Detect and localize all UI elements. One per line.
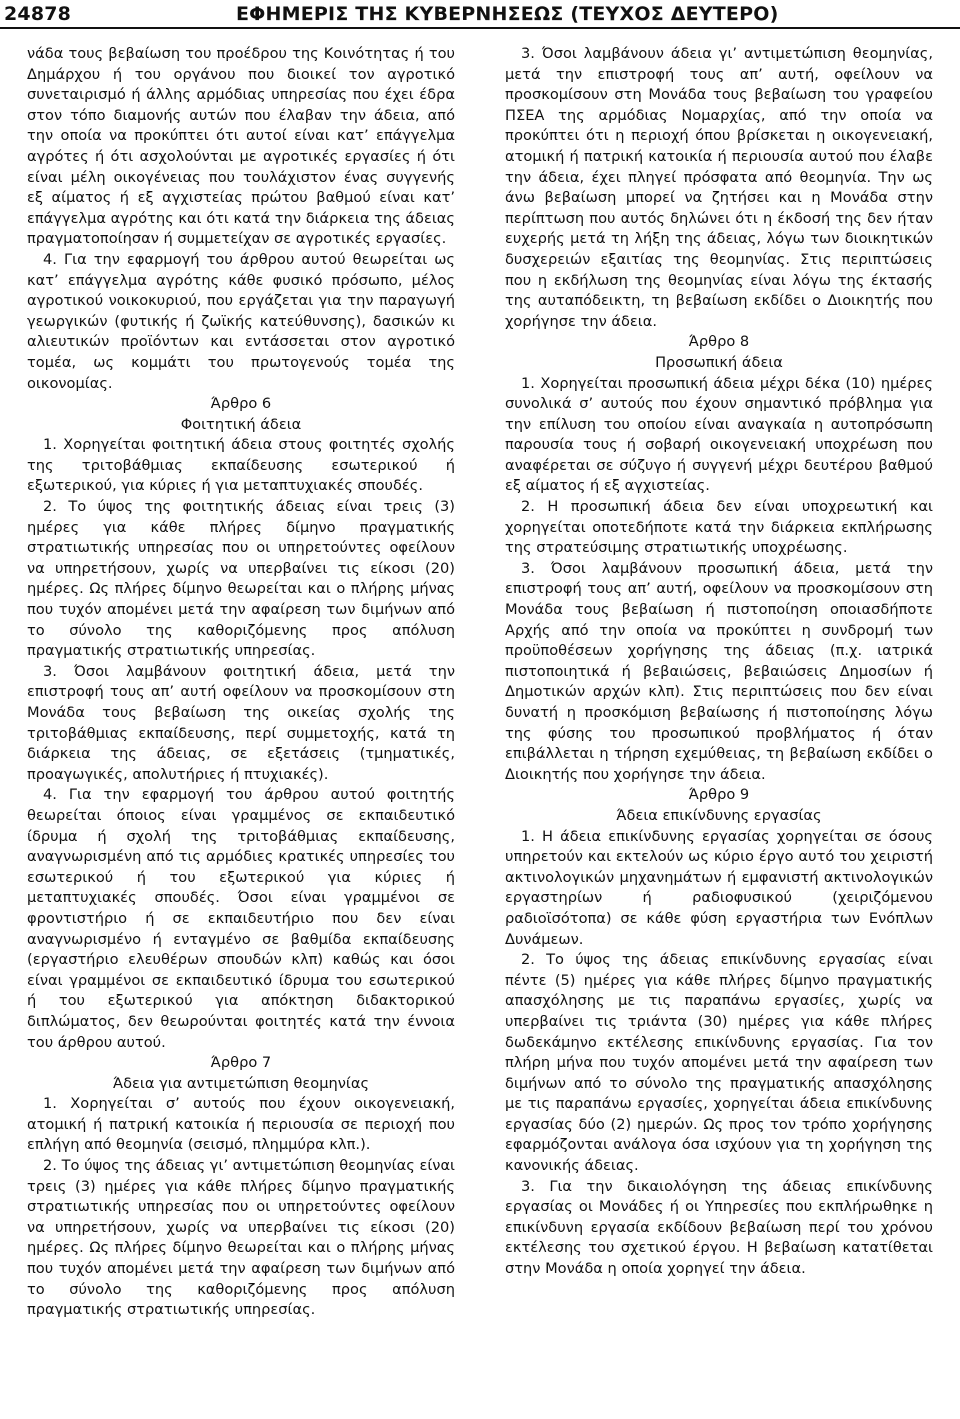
page-header: [0, 0, 960, 30]
paragraph: 2. Η προσωπική άδεια δεν είναι υποχρεωτική και χορηγείται οποτεδήποτε κατά την διάρκεια εκπλήρωσης της στρατεύσιμης στρατιωτικής υποχρέωσης.: [505, 498, 933, 557]
paragraph: 1. Η άδεια επικίνδυνης εργασίας χορηγείται σε όσους υπηρετούν και εκτελούν ως κύριο έργο αυτό του χειριστή ακτινολογικών μηχανημάτων ή εμφανιστή ακτινολογικών εργαστηρίων ή ραδιοφυσικού (χειριζόμενου ραδιοϊσότοπα) σε κάθε φύση εργαστήρια των Ενόπλων Δυνάμεων.: [505, 827, 933, 948]
article-8-subtitle: Προσωπική άδεια: [655, 353, 783, 371]
article-8-title: Άρθρο 8: [688, 333, 750, 351]
article-9-title: Άρθρο 9: [688, 786, 750, 804]
paragraph: 2. Το ύψος της άδειας γι’ αντιμετώπιση θεομηνίας είναι τρεις (3) ημέρες για κάθε πλήρες δίμηνο πραγματικής στρατιωτικής υπηρεσίας που οι υπηρετούντες οφείλουν να υπηρετήσουν, χωρίς να υπερβαίνει τις είκοσι (20) ημέρες. Ως πλήρες δίμηνο θεωρείται και ο πλήρης μήνας που τυχόν απομένει μετά την αφαίρεση των διμήνων από το σύνολο της καθοριζόμενης προς απόλυση πραγματικής στρατιωτικής υπηρεσίας.: [27, 1157, 455, 1319]
paragraph: 3. Όσοι λαμβάνουν άδεια γι’ αντιμετώπιση θεομηνίας, μετά την επιστροφή τους απ’ αυτή, οφείλουν να προσκομίσουν στη Μονάδα τους βεβαίωση του γραφείου ΠΣΕΑ της αρμόδιας Νομαρχίας, από την οποία να προκύπτει ότι η περιοχή όπου βρίσκεται η οικογενειακή, ατομική ή πατρική κατοικία ή περιουσία αυτού που έλαβε την άδεια, έχει πληγεί πρόσφατα από θεομηνία. Την ως άνω βεβαίωση μπορεί να ζητήσει και η Μονάδα στην περίπτωση που αυτός δηλώνει ότι η έκδοσή της δεν ήταν ευχερής μετά τη λήξη της άδειας, λόγω των διοικητικών δυσχερειών εξαιτίας της θεομηνίας. Στις περιπτώσεις που η εκδήλωση της θεομηνίας είναι λόγω της έκτασής της αυταπόδεικτη, τη βεβαίωση εκδίδει ο Διοικητής που χορήγησε την άδεια.: [505, 45, 933, 330]
article-7-title: Άρθρο 7: [210, 1054, 272, 1072]
right-column: [505, 44, 933, 1280]
paragraph: 1. Χορηγείται σ’ αυτούς που έχουν οικογενειακή, ατομική ή πατρική κατοικία ή περιουσία σε περιοχή που επλήγη από θεομηνία (σεισμό, πλημμύρα κλπ.).: [27, 1095, 455, 1154]
paragraph: 2. Το ύψος της φοιτητικής άδειας είναι τρεις (3) ημέρες για κάθε πλήρες δίμηνο πραγματικής στρατιωτικής υπηρεσίας που οι υπηρετούντες οφείλουν να υπηρετήσουν, χωρίς να υπερβαίνει τις είκοσι (20) ημέρες. Ως πλήρες δίμηνο θεωρείται και ο πλήρης μήνας που τυχόν απομένει μετά την αφαίρεση των διμήνων από το σύνολο της καθοριζόμενης προς απόλυση πραγματικής στρατιωτικής υπηρεσίας.: [27, 498, 455, 660]
article-6-subtitle: Φοιτητική άδεια: [180, 415, 302, 433]
journal-title: ΕΦΗΜΕΡΙΣ ΤΗΣ ΚΥΒΕΡΝΗΣΕΩΣ (ΤΕΥΧΟΣ ΔΕΥΤΕΡΟ): [236, 3, 779, 25]
paragraph: 4. Για την εφαρμογή του άρθρου αυτού φοιτητής θεωρείται όποιος είναι γραμμένος σε εκπαιδευτικό ίδρυμα ή σχολή της τριτοβάθμιας εκπαίδευσης, αναγνωρισμένη από τις αρμόδιες κρατικές υπηρεσίες του εσωτερικού ή του εξωτερικού για κύριες ή μεταπτυχιακές σπουδές. Όσοι είναι γραμμένοι σε φροντιστήριο ή σε εκπαιδευτήριο που δεν είναι αναγνωρισμένο ή ενταγμένο σε βαθμίδα εκπαίδευσης (εργαστήριο ελευθέρων σπουδών κλπ) καθώς και όσοι είναι γραμμένοι σε εκπαιδευτικό ίδρυμα του εσωτερικού ή του εξωτερικού για απόκτηση διδακτορικού διπλώματος, δεν θεωρούνται φοιτητές κατά την έννοια του άρθρου αυτού.: [27, 786, 455, 1051]
left-column: [27, 44, 455, 1321]
paragraph: νάδα τους βεβαίωση του προέδρου της Κοινότητας ή του Δημάρχου ή του οργάνου που διοικεί τον αγροτικό συνεταιρισμό ή άλλης αρμόδιας υπηρεσίας που έχει έδρα στον τόπο διαμονής αυτών που έλαβαν την άδεια, από την οποία να προκύπτει ότι αυτοί είναι κατ’ επάγγελμα αγρότες ή ότι ασχολούνται με αγροτικές εργασίες ή ότι είναι μέλη οικογένειας που τουλάχιστον ένας συγγενής εξ αίματος ή εξ αγχιστείας πρώτου βαθμού είναι κατ’ επάγγελμα αγρότης και ότι κατά την διάρκεια της άδειας πραγματοποίησαν ή συμμετείχαν σε αγροτικές εργασίες.: [27, 45, 455, 248]
page-number: 24878: [4, 3, 72, 25]
paragraph: 3. Για την δικαιολόγηση της άδειας επικίνδυνης εργασίας οι Μονάδες ή οι Υπηρεσίες που εκπλήρωθηκε η επικίνδυνη εργασία εκδίδουν βεβαίωση περί του χρόνου εκτέλεσης του σχετικού έργου. Η βεβαίωση κατατίθεται στην Μονάδα η οποία χορηγεί την άδεια.: [505, 1177, 933, 1278]
header-rule: [0, 27, 960, 29]
paragraph: 1. Χορηγείται φοιτητική άδεια στους φοιτητές σχολής της τριτοβάθμιας εκπαίδευσης εσωτερικού ή εξωτερικού, για κύριες ή για μεταπτυχιακές σπουδές.: [27, 436, 455, 495]
paragraph: 2. Το ύψος της άδειας επικίνδυνης εργασίας είναι πέντε (5) ημέρες για κάθε πλήρες δίμηνο πραγματικής απασχόλησης με τις παραπάνω εργασίες, χωρίς να υπερβαίνει τις τριάντα (30) ημέρες για κάθε πλήρες δωδεκάμηνο εκτέλεσης επικίνδυνης εργασίας. Για τον πλήρη μήνα που τυχόν απομένει μετά την αφαίρεση των διμήνων από το σύνολο της πραγματικής απασχόλησης με τις παραπάνω εργασίες, χορηγείται άδεια επικίνδυνης εργασίας δύο (2) ημερών. Ως προς τον τρόπο χορήγησης εφαρμόζονται ανάλογα όσα ισχύουν για τη χορήγηση της κανονικής άδειας.: [505, 951, 933, 1175]
paragraph: 4. Για την εφαρμογή του άρθρου αυτού θεωρείται ως κατ’ επάγγελμα αγρότης κάθε φυσικό πρόσωπο, μέλος αγροτικού νοικοκυριού, που εργάζεται για την παραγωγή γεωργικών (φυτικής ή ζωϊκής κατεύθυνσης), δασικών κι αλιευτικών προϊόντων και εντάσσεται στον αγροτικό τομέα, ως κομμάτι του πρωτογενούς τομέα της οικονομίας.: [27, 250, 455, 392]
article-6-title: Άρθρο 6: [210, 395, 272, 413]
paragraph: 3. Όσοι λαμβάνουν προσωπική άδεια, μετά την επιστροφή τους απ’ αυτή, οφείλουν να προσκομίσουν στη Μονάδα τους βεβαίωση ή πιστοποίηση οποιασδήποτε Αρχής από την οποία να προκύπτει η συνδρομή των προϋποθέσεων χορήγησης της άδειας (π.χ. ιατρικά πιστοποιητικά ή βεβαιώσεις, βεβαιώσεις Δημοσίων ή Δημοτικών αρχών κλπ). Στις περιπτώσεις που δεν είναι δυνατή η προσκόμιση βεβαίωσης ή πιστοποίησης λόγω της φύσης του προσωπικού προβλήματος ή όταν επιβάλλεται η τήρηση εχεμύθειας, τη βεβαίωση εκδίδει ο Διοικητής που χορήγησε την άδεια.: [505, 559, 933, 783]
paragraph: 3. Όσοι λαμβάνουν φοιτητική άδεια, μετά την επιστροφή τους απ’ αυτή οφείλουν να προσκομίσουν στη Μονάδα τους βεβαίωση της οικείας σχολής της τριτοβάθμιας εκπαίδευσης, περί συμμετοχής, κατά τη διάρκεια της άδειας, σε εξετάσεις (τμηματικές, προαγωγικές, απολυτήριες ή πτυχιακές).: [27, 662, 455, 783]
article-9-subtitle: Άδεια επικίνδυνης εργασίας: [616, 806, 822, 824]
article-7-subtitle: Άδεια για αντιμετώπιση θεομηνίας: [112, 1074, 370, 1092]
paragraph: 1. Χορηγείται προσωπική άδεια μέχρι δέκα (10) ημέρες συνολικά σ’ αυτούς που έχουν σημαντικό πρόβλημα για την επίλυση του οποίου είναι αναγκαία η αυτοπρόσωπη παρουσία τους ή σοβαρή οικογενειακή υποχρέωση που αναφέρεται σε σύζυγο ή συγγενή μέχρι δευτέρου βαθμού εξ αίματος ή εξ αγχιστείας.: [505, 374, 933, 495]
